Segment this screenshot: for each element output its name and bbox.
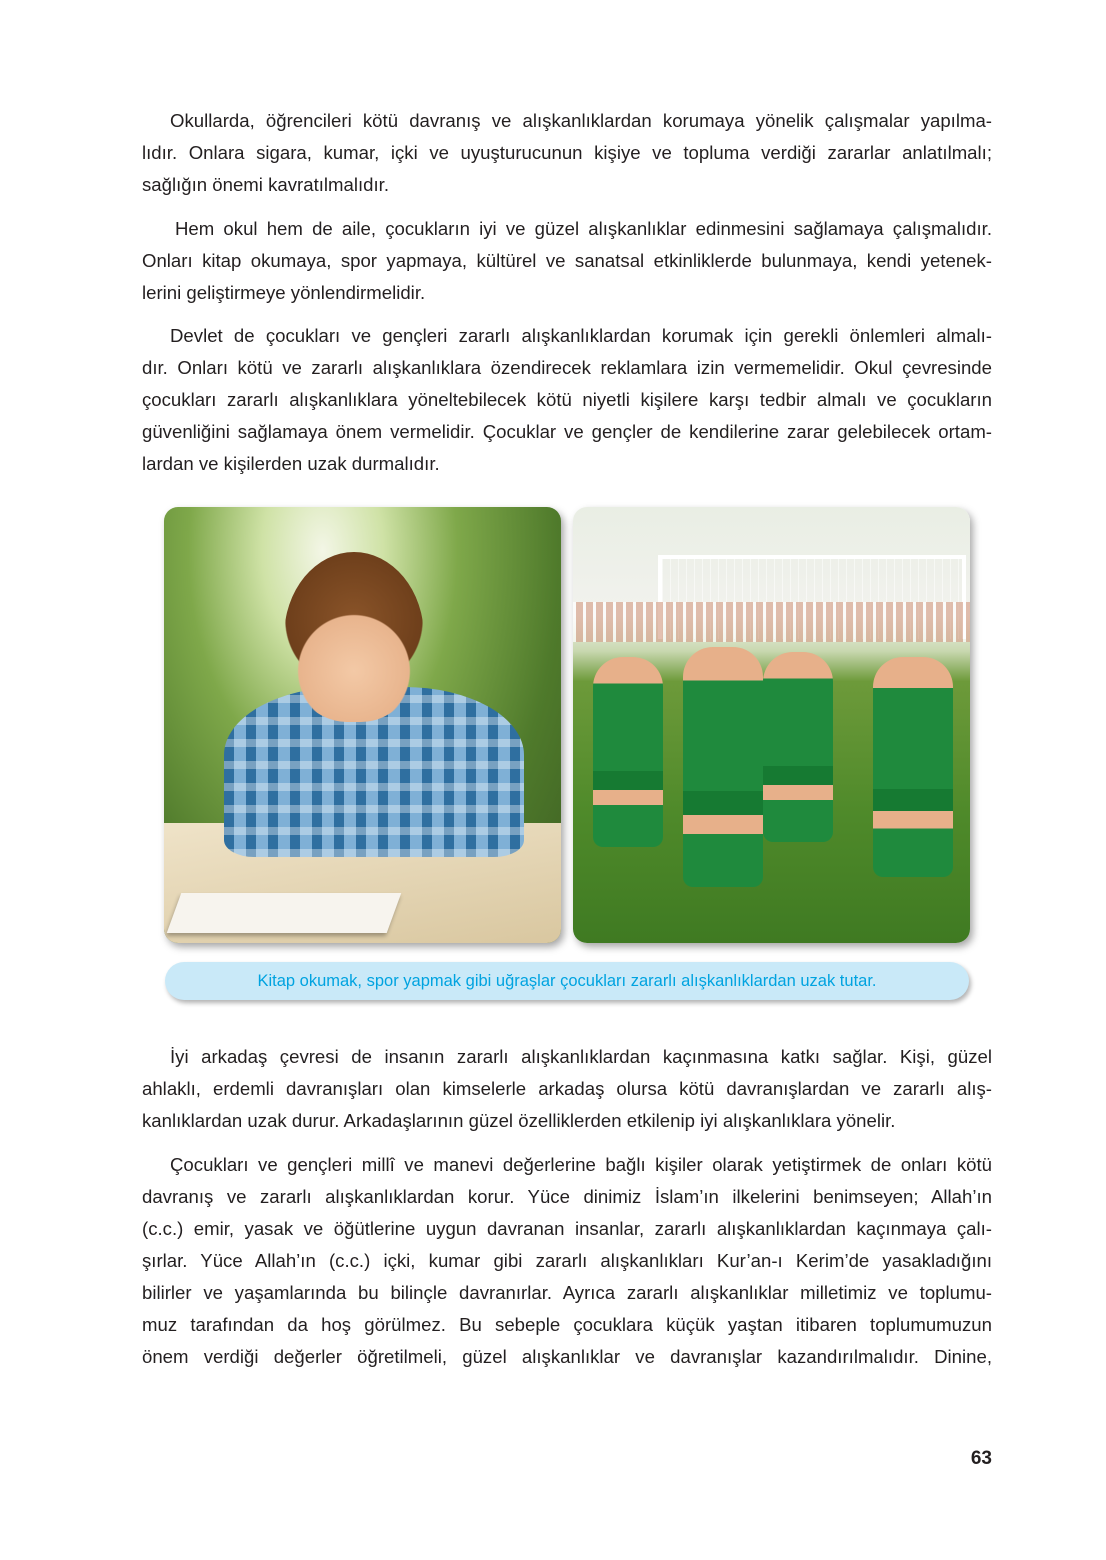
paragraph-values — [142, 1149, 992, 1373]
text-line: muz tarafından da hoş görülmez. Bu sebeple çocuklara küçük yaştan itibaren toplumumuzun — [142, 1314, 992, 1335]
text-line: güvenliğini sağlamaya önem vermelidir. Çocuklar ve gençler de kendilerine zarar gelebilecek ortam- — [142, 421, 992, 442]
text-line: Okullarda, öğrencileri kötü davranış ve alışkanlıklardan korumaya yönelik çalışmalar yapılma- — [170, 110, 992, 131]
photo-boy-reading — [164, 507, 561, 943]
text-line: kanlıklardan uzak durur. Arkadaşlarının güzel özelliklerden etkilenip iyi alışkanlıklara yönelir. — [142, 1110, 896, 1131]
paragraph-school-family — [142, 213, 992, 309]
text-line: lerini geliştirmeye yönlendirmelidir. — [142, 282, 426, 303]
text-line: davranış ve zararlı alışkanlıklardan korur. Yüce dinimiz İslam’ın ilkelerini benimseyen; Allah’ın — [142, 1186, 992, 1207]
paragraph-state — [142, 320, 992, 480]
text-line: dır. Onları kötü ve zararlı alışkanlıklara özendirecek reklamlara izin vermemelidir. Okul çevresinde — [142, 357, 992, 378]
fence — [573, 602, 970, 642]
kid-player — [873, 657, 953, 877]
text-line: çocukları zararlı alışkanlıklara yöneltebilecek kötü niyetli kişilere karşı tedbir almalı ve çocukların — [142, 389, 992, 410]
paragraph-friends — [142, 1041, 992, 1137]
text-line: Hem okul hem de aile, çocukların iyi ve güzel alışkanlıklar edinmesini sağlamaya çalışmalıdır. — [175, 218, 992, 239]
text-line: bilirler ve yaşamlarında bu bilinçle davranırlar. Ayrıca zararlı alışkanlıklar milletimiz ve toplumu- — [142, 1282, 992, 1303]
text-line: İyi arkadaş çevresi de insanın zararlı alışkanlıklardan kaçınmasına katkı sağlar. Kişi, güzel — [170, 1046, 992, 1067]
text-line: sağlığın önemi kavratılmalıdır. — [142, 174, 389, 195]
page-number: 63 — [970, 1448, 992, 1469]
text-line: Onları kitap okumaya, spor yapmaya, kültürel ve sanatsal etkinliklerde bulunmaya, kendi yetenek- — [142, 250, 992, 271]
kid-player — [593, 657, 663, 847]
text-line: Çocukları ve gençleri millî ve manevi değerlerine bağlı kişiler olarak yetiştirmek de onları kötü — [170, 1154, 992, 1175]
paragraph-school — [142, 105, 992, 201]
text-line: (c.c.) emir, yasak ve öğütlerine uygun davranan insanlar, zararlı alışkanlıklardan kaçınmaya çalı- — [142, 1218, 992, 1239]
kid-player — [683, 647, 763, 887]
kid-player — [763, 652, 833, 842]
photo-kids-football — [573, 507, 970, 943]
text-line: Devlet de çocukları ve gençleri zararlı alışkanlıklardan korumak için gerekli önlemleri almalı- — [170, 325, 992, 346]
text-line: ahlaklı, erdemli davranışları olan kimselerle arkadaş olursa kötü davranışlardan ve zararlı alış- — [142, 1078, 992, 1099]
text-line: lıdır. Onlara sigara, kumar, içki ve uyuşturucunun kişiye ve topluma verdiği zararlar anlatılmalı; — [142, 142, 992, 163]
boy-head — [284, 552, 424, 722]
book — [167, 893, 402, 933]
text-line: lardan ve kişilerden uzak durmalıdır. — [142, 453, 440, 474]
figure-caption: Kitap okumak, spor yapmak gibi uğraşlar çocukları zararlı alışkanlıklardan uzak tutar. — [165, 962, 969, 1000]
text-line: şırlar. Yüce Allah’ın (c.c.) içki, kumar gibi zararlı alışkanlıkları Kur’an-ı Kerim’de yasakladığını — [142, 1250, 992, 1271]
text-line: önem verdiği değerler öğretilmeli, güzel alışkanlıklar ve davranışlar kazandırılmalıdır. Dinine, — [142, 1346, 992, 1367]
